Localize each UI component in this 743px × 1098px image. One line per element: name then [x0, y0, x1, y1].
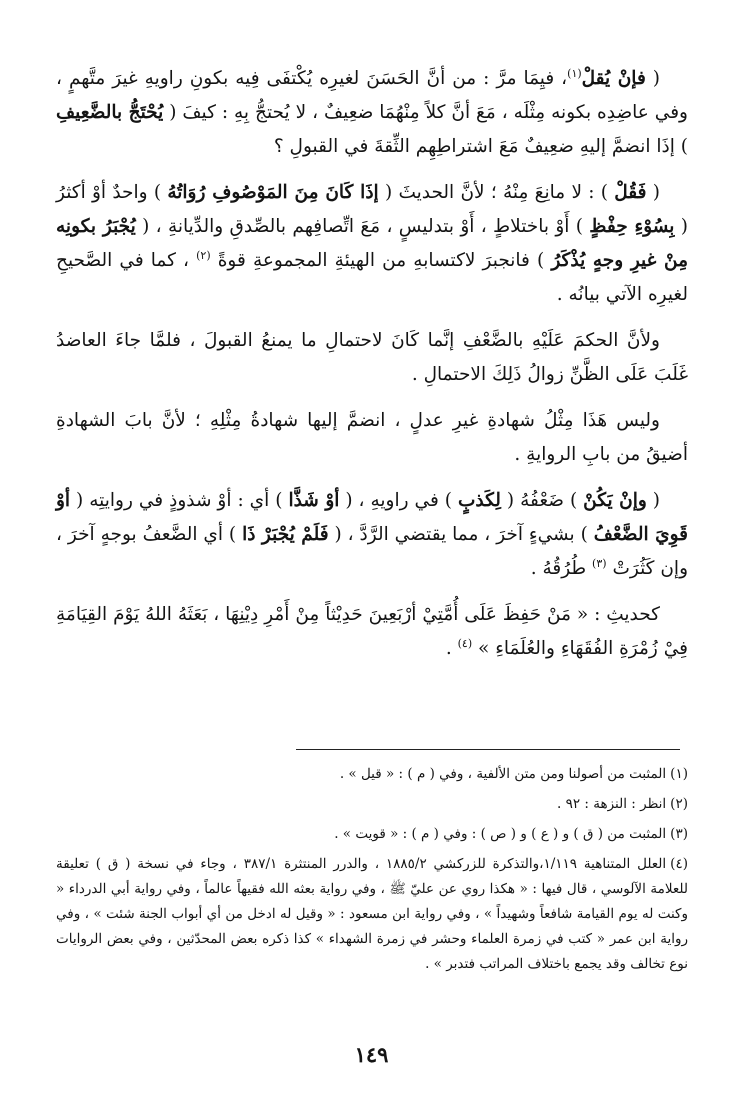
footnote-text: انظر : النزهة : ٩٢ .: [557, 796, 667, 812]
paragraph-6: [56, 598, 688, 666]
text-run: (: [645, 68, 660, 89]
footnote-1: [56, 762, 688, 787]
footnote-ref-2[interactable]: (٢): [196, 248, 211, 262]
text-run: ) أَوْ باختلاطٍ ، أَوْ بتدليسٍ ، مَعَ اتِّصافِهم بالصِّدقِ والدِّيانةِ ، (: [135, 216, 590, 237]
text-run: ) واحدٌ أوْ أكثرُ (: [56, 182, 688, 237]
text-run: ، كما في الصَّحيحِ لغيرِه الآتي بيانُه .: [56, 250, 688, 305]
text-run: ) فانجبرَ لاكتسابهِ من الهيئةِ المجموعةِ قوةً: [210, 250, 552, 271]
footnote-ref-4[interactable]: (٤): [457, 636, 473, 650]
keyword: فَلَمْ يُجْبَرْ ذَا: [242, 524, 329, 545]
paragraph-1: [56, 62, 688, 164]
footnote-number: (٣): [670, 826, 688, 842]
keyword: يُجْبَرُ بكونِه مِنْ غيرِ وجهٍ يُذْكَرُ: [56, 216, 688, 271]
main-text: [56, 62, 688, 678]
text-run: ) إذَا انضمَّ إليهِ ضعِيفٌ مَعَ اشتراطِهِم الثِّقةَ في القبولِ ؟: [273, 136, 688, 157]
footnote-2: [56, 792, 688, 817]
paragraph-4: وليس هَذَا مِثْلُ شهادةِ غيرِ عدلٍ ، انضمَّ إليها شهادةُ مِثْلِهِ ؛ لأنَّ بابَ الشهادةِ أضيقُ من بابِ الروايةِ .: [56, 410, 688, 465]
text-run: ) بشيءٍ آخرَ ، مما يقتضي الرَّدَّ ، (: [328, 524, 594, 545]
keyword: وإنْ يَكُنْ: [583, 490, 647, 511]
keyword: فَقُلْ: [614, 182, 647, 203]
text-run: ) في راويهِ ، (: [339, 490, 458, 511]
keyword: لِكَذبٍ: [457, 490, 501, 511]
keyword: أوْ شَذَّا: [288, 490, 340, 511]
text-run: طُرُقُهُ .: [530, 558, 593, 579]
paragraph-3: ولأنَّ الحكمَ عَلَيْهِ بالضَّعْفِ إنَّما كَانَ لاحتمالِ ما يمنعُ القبولَ ، فلمَّا جاءَ العاضدُ غَلَبَ عَلَى الظَّنِّ زوالُ ذَلِكَ الاحتمالِ .: [56, 330, 688, 385]
footnote-number: (١): [670, 766, 688, 782]
text-run: ) أي : أوْ شذوذٍ في روايتِه (: [70, 490, 289, 511]
text-run: (: [646, 490, 660, 511]
paragraph-5: [56, 484, 688, 586]
footnote-number: (٤): [670, 856, 688, 872]
footnotes: [56, 762, 688, 982]
footnote-text: المثبت من ( ق ) و ( ع ) و ( ص ) : وفي ( م ) : « قويت » .: [334, 826, 667, 842]
footnote-3: [56, 822, 688, 847]
text-run: ) : لا مانِعَ مِنْهُ ؛ لأنَّ الحديثَ (: [378, 182, 615, 203]
text-run: .: [445, 638, 458, 659]
footnote-separator: [296, 749, 680, 750]
keyword: أوْ قَوِيَ الضَّعْفُ: [56, 490, 688, 545]
footnote-4: [56, 852, 688, 977]
footnote-number: (٢): [670, 796, 688, 812]
paragraph-2: [56, 176, 688, 312]
footnote-ref-1[interactable]: (١): [567, 66, 582, 80]
footnote-text: المثبت من أصولنا ومن متن الألفية ، وفي ( م ) : « قيل » .: [339, 766, 667, 782]
text-run: ) أي الضَّعفُ بوجهٍ آخرَ ، وإن كَثُرَتْ: [56, 524, 688, 579]
text-run: (: [646, 182, 660, 203]
text-run: كحديثِ : « مَنْ حَفِظَ عَلَى أُمَّتِيْ أرْبَعِينَ حَدِيْثاً مِنْ أَمْرِ دِيْنِهَا ، بَعَثَهُ اللهُ يَوْمَ القِيَامَةِ فِيْ زُمْرَةِ الفُقَهَاءِ والعُلَمَاءِ »: [56, 604, 688, 659]
text-run: ) ضَعْفُهُ (: [500, 490, 584, 511]
page-number: ١٤٩: [354, 1042, 389, 1067]
footnote-ref-3[interactable]: (٣): [592, 556, 607, 570]
keyword: يُحْتَجُّ بالضَّعِيفِ: [56, 102, 164, 123]
keyword: فإنْ يُقلْ: [581, 68, 646, 89]
text-run: ، فيِمَا مرَّ : من أنَّ الحَسَنَ لغيرِه يُكْتفَى فِيه بكونِ راويهِ غيرَ متَّهمٍ ، وفي عاضِدِه بكونه مِثْلَه ، مَعَ أنَّ كلاً مِنْهُمَا ضعِيفٌ ، لا يُحتجُّ بِهِ : كيفَ (: [56, 68, 688, 123]
keyword: بِسُوْءِ حِفْظٍ: [589, 216, 675, 237]
footnote-text: العلل المتناهية ١/١١٩،والتذكرة للزركشي ١٨٨٥/٢ ، والدرر المنتثرة ٣٨٧/١ ، وجاء في نسخة ( ق ) تعليقة للعلامة الآلوسي ، قال فيها : « هكذا روي عن عليّ ﷺ ، وفي رواية بعثه الله فقيهاً عالماً ، وفي رواية أبي الدرداء « وكنت له يوم القيامة شافعاً وشهيداً » ، وفي رواية ابن مسعود : « وقيل له ادخل من أي أبواب الجنة شئت » ، وفي رواية ابن عمر « كتب في زمرة العلماء وحشر في زمرة الشهداء » كذا ذكره بعض المحدّثين ، وفي بعض الروايات نوع تخالف وقد يجمع باختلاف المراتب فتدبر » .: [56, 856, 688, 972]
keyword: إذَا كَانَ مِنَ المَوْصُوفِ رُوَاتُهُ: [167, 182, 379, 203]
